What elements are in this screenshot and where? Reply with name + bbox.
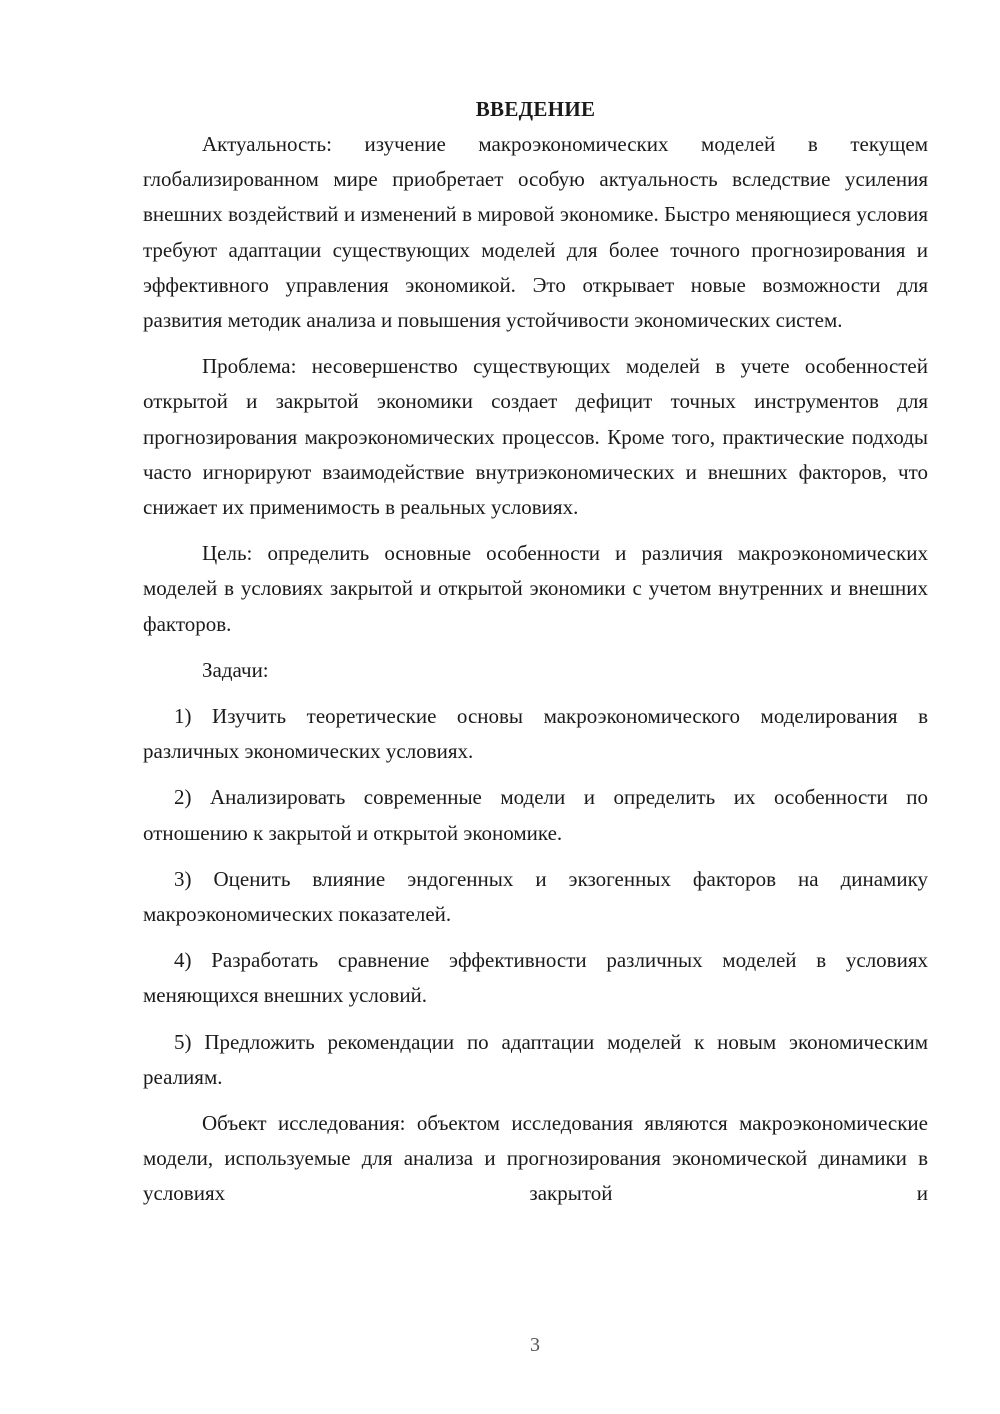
document-page xyxy=(143,92,928,1223)
paragraph-tasks-heading: Задачи: xyxy=(202,657,269,682)
task-item-3: 3) Оценить влияние эндогенных и экзогенных факторов на динамику макроэкономических показателей. xyxy=(143,866,928,927)
paragraph-research-object: Объект исследования: объектом исследования являются макроэкономические модели, используемые для анализа и прогнозирования экономической динамики в условиях закрытой и xyxy=(143,1111,928,1206)
paragraph-relevance: Актуальность: изучение макроэкономических моделей в текущем глобализированном мире приобретает особую актуальность вследствие усиления внешних воздействий и изменений в мировой экономике. Быстро меняющиеся условия требуют адаптации существующих моделей для более точного прогнозирования и эффективного управления экономикой. Это открывает новые возможности для развития методик анализа и повышения устойчивости экономических систем. xyxy=(143,132,928,333)
paragraph-problem: Проблема: несовершенство существующих моделей в учете особенностей открытой и закрытой экономики создает дефицит точных инструментов для прогнозирования макроэкономических процессов. Кроме того, практические подходы часто игнорируют взаимодействие внутриэкономических и внешних факторов, что снижает их применимость в реальных условиях. xyxy=(143,354,928,520)
task-item-5: 5) Предложить рекомендации по адаптации моделей к новым экономическим реалиям. xyxy=(143,1029,928,1089)
task-item-2: 2) Анализировать современные модели и определить их особенности по отношению к закрытой и открытой экономике. xyxy=(143,785,928,845)
section-title: ВВЕДЕНИЕ xyxy=(475,97,596,121)
page-number: 3 xyxy=(530,1334,540,1356)
task-item-4: 4) Разработать сравнение эффективности различных моделей в условиях меняющихся внешних условий. xyxy=(143,948,928,1008)
paragraph-goal: Цель: определить основные особенности и различия макроэкономических моделей в условиях закрытой и открытой экономики с учетом внутренних и внешних факторов. xyxy=(143,541,928,636)
task-item-1: 1) Изучить теоретические основы макроэкономического моделирования в различных экономических условиях. xyxy=(143,704,928,764)
